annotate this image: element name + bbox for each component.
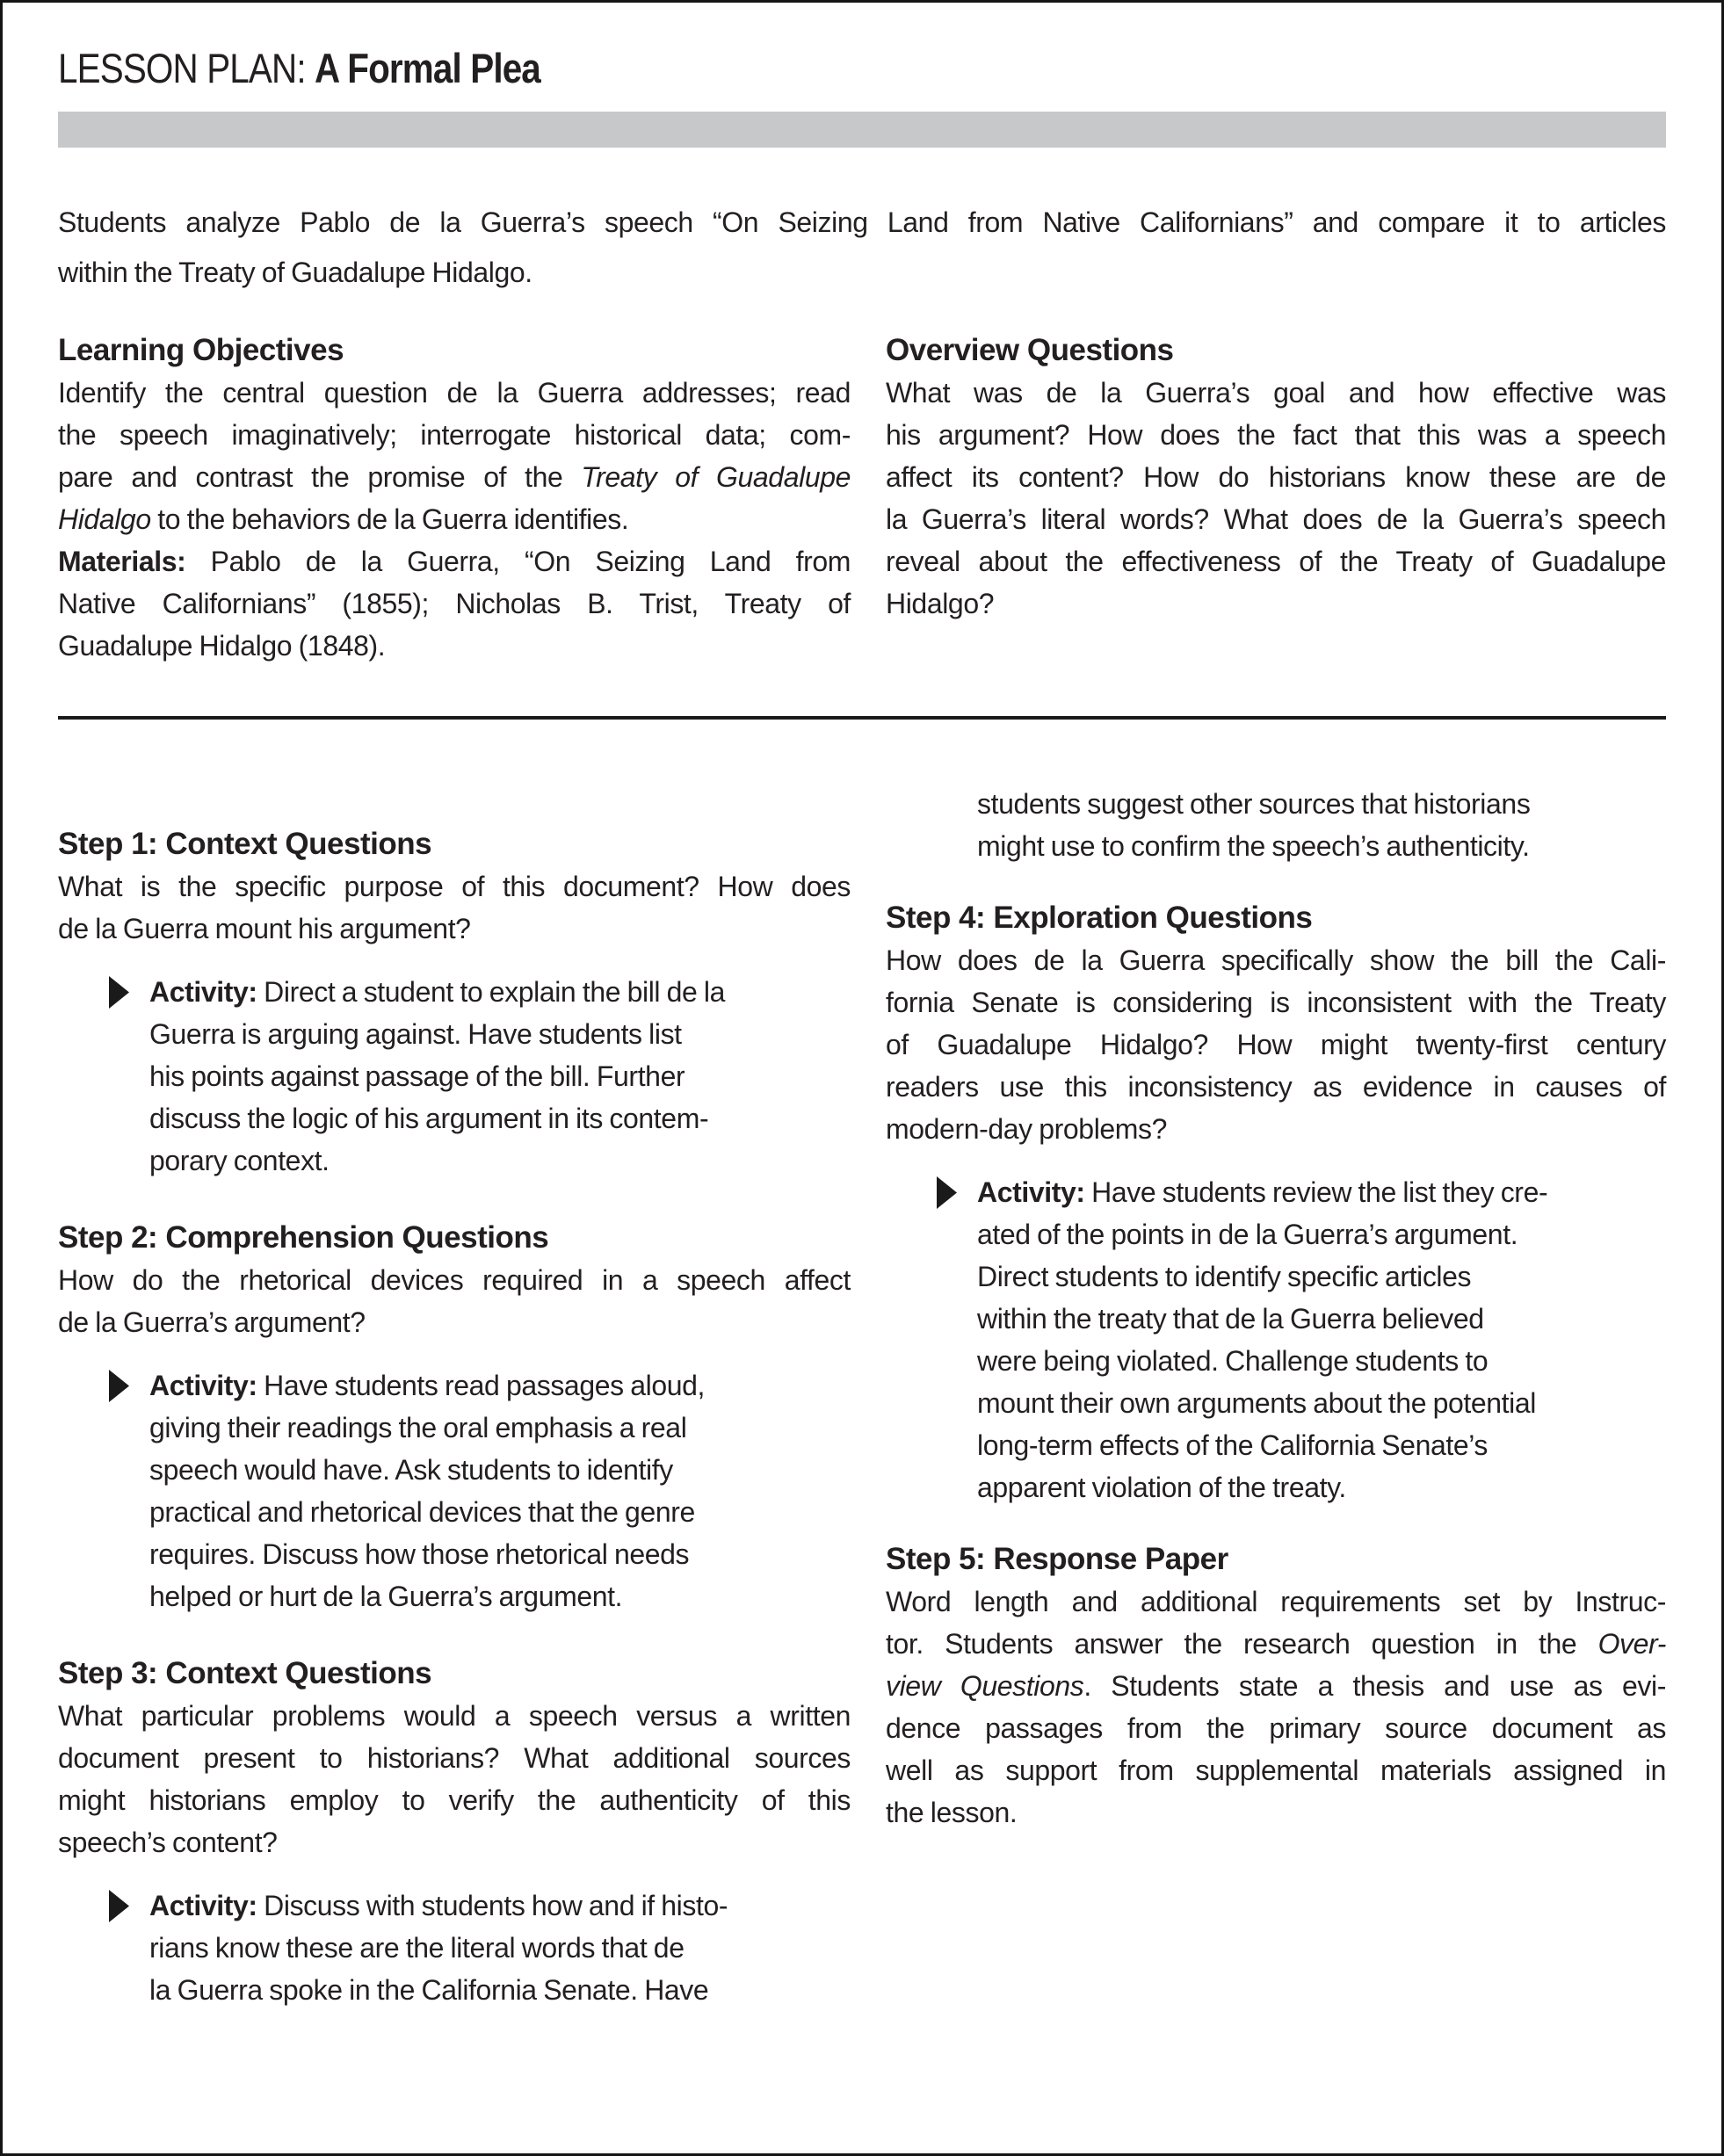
text-line: document present to historians? What additional sources (58, 1742, 851, 1774)
steps-row (58, 783, 1666, 2032)
learning-objectives-heading: Learning Objectives (58, 333, 344, 367)
step-4-question (886, 939, 1666, 1150)
text-line: affect its content? How do historians know these are de (886, 461, 1666, 493)
text-line: ated of the points in de la Guerra’s argument. (977, 1219, 1518, 1250)
text-line: within the Treaty of Guadalupe Hidalgo. (58, 257, 532, 288)
activity-arrow-icon (109, 1370, 129, 1402)
step-4-activity-text (977, 1171, 1666, 1508)
text-line: were being violated. Challenge students to (977, 1345, 1489, 1377)
text-line: speech would have. Ask students to identify (149, 1454, 673, 1486)
text-line: modern-day problems? (886, 1113, 1168, 1145)
text-line: giving their readings the oral emphasis a real (149, 1412, 687, 1443)
text-line: might use to confirm the speech’s authenticity. (977, 830, 1530, 862)
overview-questions-section (886, 329, 1666, 667)
text-line: well as support from supplemental materials assigned in (886, 1754, 1666, 1786)
text-line: practical and rhetorical devices that the genre (149, 1496, 695, 1528)
text-line: Activity: Have students read passages aloud, (149, 1370, 706, 1401)
text-line: fornia Senate is considering is inconsistent with the Treaty (886, 987, 1666, 1018)
step-1-question (58, 865, 851, 950)
text-line: Native Californians” (1855); Nicholas B. Trist, Treaty of (58, 588, 851, 619)
step-4-activity (886, 1171, 1666, 1508)
step-1-section (58, 823, 851, 1182)
section-divider-rule (58, 716, 1666, 720)
activity-arrow-icon (109, 976, 129, 1009)
text-line: Guadalupe Hidalgo (1848). (58, 630, 386, 662)
page-title (58, 46, 1441, 91)
step-2-activity (58, 1364, 851, 1617)
steps-right-column (886, 783, 1666, 2032)
text-line: the lesson. (886, 1797, 1018, 1828)
text-line: Materials: Pablo de la Guerra, “On Seizing Land from (58, 546, 851, 577)
text-line: the speech imaginatively; interrogate historical data; com- (58, 419, 851, 451)
text-line: dence passages from the primary source document as (886, 1712, 1666, 1744)
learning-objectives-body (58, 372, 851, 540)
step-5-section (886, 1538, 1666, 1834)
step-3-heading: Step 3: Context Questions (58, 1656, 432, 1690)
text-line: de la Guerra’s argument? (58, 1306, 366, 1338)
text-line: rians know these are the literal words that de (149, 1932, 685, 1964)
activity-arrow-icon (937, 1176, 957, 1209)
text-line: Word length and additional requirements set by Instruc- (886, 1586, 1666, 1617)
text-line: Guerra is arguing against. Have students list (149, 1018, 682, 1050)
text-line: What was de la Guerra’s goal and how effective was (886, 377, 1666, 409)
text-line: How do the rhetorical devices required in a speech affect (58, 1264, 851, 1296)
step-1-activity (58, 971, 851, 1182)
step-1-activity-text (149, 971, 851, 1182)
text-line: mount their own arguments about the potential (977, 1387, 1536, 1419)
text-line: la Guerra spoke in the California Senate. Have (149, 1974, 709, 2006)
step-3-activity-continuation (886, 783, 1666, 867)
learning-objectives-section (58, 329, 851, 667)
text-line: discuss the logic of his argument in its contem- (149, 1103, 709, 1134)
step-5-heading: Step 5: Response Paper (886, 1542, 1228, 1576)
activity-arrow-icon (109, 1890, 129, 1922)
step-5-body (886, 1581, 1666, 1834)
text-line: pare and contrast the promise of the Treaty of Guadalupe (58, 461, 851, 493)
text-line: long-term effects of the California Senate’s (977, 1429, 1488, 1461)
step-2-section (58, 1217, 851, 1617)
text-line: de la Guerra mount his argument? (58, 913, 471, 944)
text-line: Activity: Have students review the list they cre- (977, 1176, 1548, 1208)
text-line: Activity: Direct a student to explain the bill de la (149, 976, 726, 1008)
text-line: of Guadalupe Hidalgo? How might twenty-first century (886, 1029, 1666, 1060)
text-line: porary context. (149, 1145, 330, 1176)
text-line: Direct students to identify specific articles (977, 1261, 1472, 1292)
text-line: helped or hurt de la Guerra’s argument. (149, 1581, 623, 1612)
text-line: tor. Students answer the research question in the Over- (886, 1628, 1666, 1660)
text-line: within the treaty that de la Guerra believed (977, 1303, 1484, 1335)
step-1-heading: Step 1: Context Questions (58, 827, 432, 861)
text-line: la Guerra’s literal words? What does de la Guerra’s speech (886, 503, 1666, 535)
text-line: students suggest other sources that historians (977, 788, 1531, 820)
step-3-question (58, 1695, 851, 1863)
text-line: reveal about the effectiveness of the Treaty of Guadalupe (886, 546, 1666, 577)
text-line: How does de la Guerra specifically show the bill the Cali- (886, 944, 1666, 976)
overview-questions-heading: Overview Questions (886, 333, 1174, 367)
text-line: his argument? How does the fact that this was a speech (886, 419, 1666, 451)
step-2-heading: Step 2: Comprehension Questions (58, 1220, 549, 1255)
page-header (58, 46, 1666, 148)
text-line: view Questions. Students state a thesis and use as evi- (886, 1670, 1666, 1702)
text-line: What particular problems would a speech versus a written (58, 1700, 851, 1732)
page-title-emphasis: A Formal Plea (315, 45, 540, 91)
text-line: Students analyze Pablo de la Guerra’s speech “On Seizing Land from Native Californians” and compare it to articles (58, 206, 1666, 238)
overview-questions-body (886, 372, 1666, 625)
step-2-question (58, 1259, 851, 1343)
text-line: speech’s content? (58, 1827, 278, 1858)
text-line: Identify the central question de la Guerra addresses; read (58, 377, 851, 409)
text-line: Hidalgo? (886, 588, 995, 619)
step-4-section (886, 897, 1666, 1508)
step-3-activity-text (149, 1885, 851, 2011)
page-content (3, 46, 1721, 2032)
materials-paragraph (58, 540, 851, 667)
objectives-overview-row (58, 329, 1666, 667)
step-4-heading: Step 4: Exploration Questions (886, 901, 1313, 935)
text-line: What is the specific purpose of this document? How does (58, 871, 851, 902)
page-title-prefix: LESSON PLAN: (58, 45, 306, 91)
text-line: might historians employ to verify the authenticity of this (58, 1784, 851, 1816)
text-line: Hidalgo to the behaviors de la Guerra identifies. (58, 503, 629, 535)
steps-left-column (58, 783, 851, 2032)
step-3-section (58, 1653, 851, 2011)
title-gray-bar (58, 112, 1666, 148)
intro-paragraph (58, 198, 1666, 298)
text-line: Activity: Discuss with students how and if histo- (149, 1890, 728, 1921)
text-line: readers use this inconsistency as evidence in causes of (886, 1071, 1666, 1103)
step-2-activity-text (149, 1364, 851, 1617)
text-line: requires. Discuss how those rhetorical needs (149, 1538, 690, 1570)
text-line: apparent violation of the treaty. (977, 1472, 1346, 1503)
step-3-activity (58, 1885, 851, 2011)
text-line: his points against passage of the bill. Further (149, 1060, 685, 1092)
